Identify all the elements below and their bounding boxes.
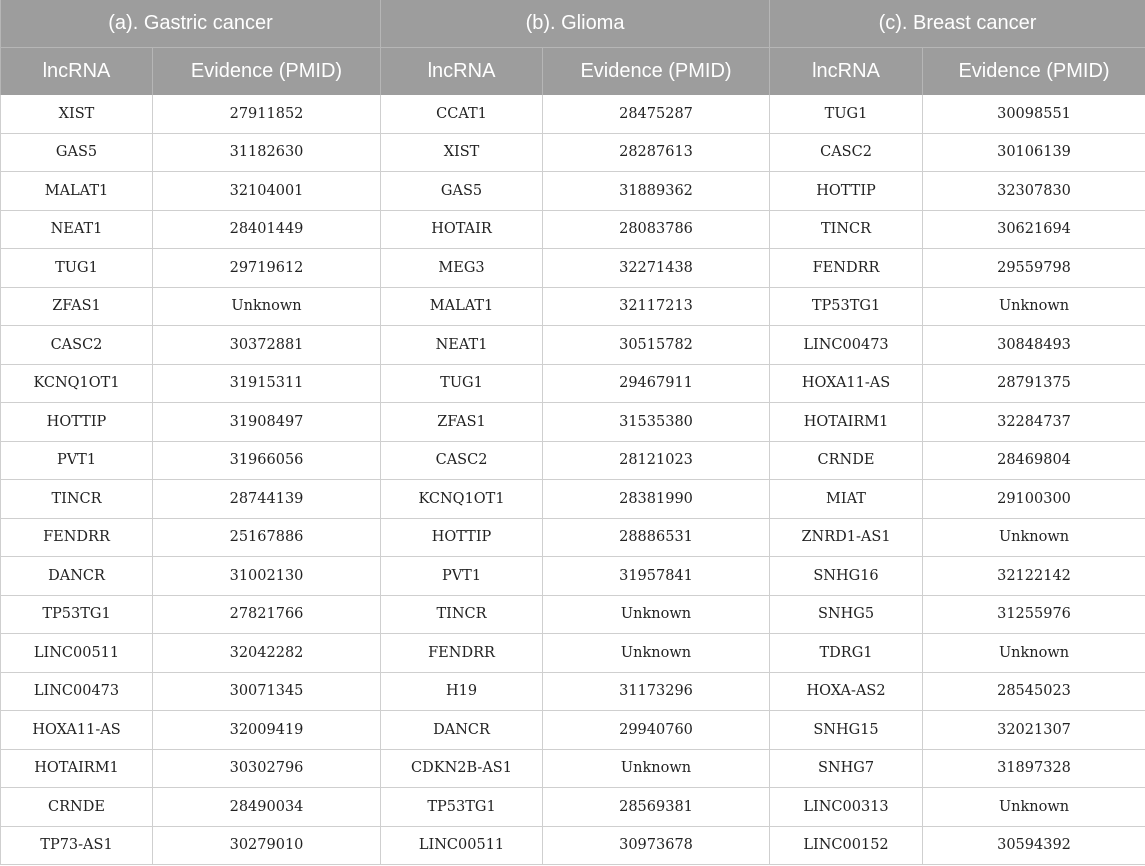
pmid-cell: 31889362	[543, 172, 770, 211]
lncrna-cell: MIAT	[770, 480, 923, 519]
pmid-cell: Unknown	[543, 634, 770, 673]
pmid-cell: 31908497	[153, 403, 381, 442]
pmid-cell: 30515782	[543, 326, 770, 365]
pmid-cell: 29719612	[153, 249, 381, 288]
column-header-lncrna: lncRNA	[381, 48, 543, 96]
pmid-cell: Unknown	[543, 749, 770, 788]
table-row	[1, 403, 1145, 442]
pmid-cell: 32284737	[923, 403, 1145, 442]
pmid-cell: 31535380	[543, 403, 770, 442]
table-row	[1, 518, 1145, 557]
lncrna-cell: ZNRD1-AS1	[770, 518, 923, 557]
pmid-cell: 32122142	[923, 557, 1145, 596]
lncrna-cell: TUG1	[381, 364, 543, 403]
pmid-cell: 30848493	[923, 326, 1145, 365]
pmid-cell: 30106139	[923, 133, 1145, 172]
pmid-cell: 28791375	[923, 364, 1145, 403]
table-row	[1, 326, 1145, 365]
lncrna-cell: DANCR	[1, 557, 153, 596]
pmid-cell: Unknown	[543, 595, 770, 634]
lncrna-cell: PVT1	[381, 557, 543, 596]
group-title-glioma: (b). Glioma	[381, 0, 770, 48]
pmid-cell: 32021307	[923, 711, 1145, 750]
pmid-cell: 32009419	[153, 711, 381, 750]
lncrna-cell: TINCR	[770, 210, 923, 249]
pmid-cell: 28475287	[543, 95, 770, 133]
lncrna-cell: SNHG5	[770, 595, 923, 634]
pmid-cell: Unknown	[923, 788, 1145, 827]
lncrna-cell: LINC00511	[381, 826, 543, 865]
lncrna-cell: PVT1	[1, 441, 153, 480]
pmid-cell: 32307830	[923, 172, 1145, 211]
pmid-cell: Unknown	[923, 518, 1145, 557]
lncrna-cell: HOTAIRM1	[1, 749, 153, 788]
lncrna-cell: HOTAIRM1	[770, 403, 923, 442]
group-header-row	[1, 0, 1145, 48]
pmid-cell: Unknown	[923, 287, 1145, 326]
lncrna-cell: TP53TG1	[381, 788, 543, 827]
lncrna-cell: TUG1	[770, 95, 923, 133]
table-row	[1, 672, 1145, 711]
lncrna-cell: HOTTIP	[381, 518, 543, 557]
pmid-cell: 30372881	[153, 326, 381, 365]
pmid-cell: 28401449	[153, 210, 381, 249]
table-row	[1, 133, 1145, 172]
pmid-cell: 30071345	[153, 672, 381, 711]
pmid-cell: 25167886	[153, 518, 381, 557]
lncrna-cell: MEG3	[381, 249, 543, 288]
lncrna-cell: H19	[381, 672, 543, 711]
lncrna-cell: HOTTIP	[1, 403, 153, 442]
column-header-row	[1, 48, 1145, 96]
lncrna-cell: ZFAS1	[381, 403, 543, 442]
table-row	[1, 441, 1145, 480]
table-row	[1, 557, 1145, 596]
pmid-cell: 31915311	[153, 364, 381, 403]
lncrna-cell: TINCR	[381, 595, 543, 634]
pmid-cell: 27911852	[153, 95, 381, 133]
table-row	[1, 826, 1145, 865]
pmid-cell: 31966056	[153, 441, 381, 480]
lncrna-cell: LINC00511	[1, 634, 153, 673]
pmid-cell: 30594392	[923, 826, 1145, 865]
table-row	[1, 364, 1145, 403]
lncrna-cell: LINC00473	[1, 672, 153, 711]
lncrna-cell: GAS5	[1, 133, 153, 172]
lncrna-cell: MALAT1	[1, 172, 153, 211]
lncrna-cell: CRNDE	[770, 441, 923, 480]
pmid-cell: 30621694	[923, 210, 1145, 249]
pmid-cell: 28469804	[923, 441, 1145, 480]
lncrna-cell: TUG1	[1, 249, 153, 288]
lncrna-cell: CASC2	[381, 441, 543, 480]
lncrna-cell: NEAT1	[381, 326, 543, 365]
column-header-evidence: Evidence (PMID)	[153, 48, 381, 96]
lncrna-cell: CDKN2B-AS1	[381, 749, 543, 788]
lncrna-cell: CRNDE	[1, 788, 153, 827]
pmid-cell: 32117213	[543, 287, 770, 326]
column-header-evidence: Evidence (PMID)	[543, 48, 770, 96]
lncrna-cell: CASC2	[770, 133, 923, 172]
lncrna-cell: NEAT1	[1, 210, 153, 249]
lncrna-cell: DANCR	[381, 711, 543, 750]
table-row	[1, 287, 1145, 326]
pmid-cell: 30973678	[543, 826, 770, 865]
lncrna-cell: KCNQ1OT1	[381, 480, 543, 519]
lncrna-cell: TP53TG1	[1, 595, 153, 634]
pmid-cell: 29467911	[543, 364, 770, 403]
table-row	[1, 595, 1145, 634]
table-row	[1, 711, 1145, 750]
lncrna-cell: TDRG1	[770, 634, 923, 673]
lncrna-cell: CCAT1	[381, 95, 543, 133]
pmid-cell: 28744139	[153, 480, 381, 519]
table-row	[1, 788, 1145, 827]
pmid-cell: 28886531	[543, 518, 770, 557]
table-row	[1, 210, 1145, 249]
lncrna-cell: TP73-AS1	[1, 826, 153, 865]
lncrna-cell: TINCR	[1, 480, 153, 519]
pmid-cell: 31182630	[153, 133, 381, 172]
lncrna-cell: FENDRR	[1, 518, 153, 557]
pmid-cell: 32042282	[153, 634, 381, 673]
lncrna-cell: XIST	[381, 133, 543, 172]
pmid-cell: 28287613	[543, 133, 770, 172]
pmid-cell: 28121023	[543, 441, 770, 480]
pmid-cell: 29940760	[543, 711, 770, 750]
pmid-cell: 28083786	[543, 210, 770, 249]
pmid-cell: 28381990	[543, 480, 770, 519]
pmid-cell: 28569381	[543, 788, 770, 827]
lncrna-cell: SNHG15	[770, 711, 923, 750]
lncrna-cell: HOXA-AS2	[770, 672, 923, 711]
pmid-cell: 32104001	[153, 172, 381, 211]
table-row	[1, 95, 1145, 133]
pmid-cell: 27821766	[153, 595, 381, 634]
pmid-cell: Unknown	[923, 634, 1145, 673]
pmid-cell: Unknown	[153, 287, 381, 326]
table-body	[1, 95, 1145, 865]
table-row	[1, 480, 1145, 519]
group-title-breast-cancer: (c). Breast cancer	[770, 0, 1145, 48]
pmid-cell: 28545023	[923, 672, 1145, 711]
lncrna-cell: LINC00313	[770, 788, 923, 827]
table-row	[1, 634, 1145, 673]
lncrna-cell: LINC00152	[770, 826, 923, 865]
pmid-cell: 31957841	[543, 557, 770, 596]
lncrna-cell: SNHG16	[770, 557, 923, 596]
column-header-lncrna: lncRNA	[770, 48, 923, 96]
pmid-cell: 29559798	[923, 249, 1145, 288]
lncrna-cell: GAS5	[381, 172, 543, 211]
lncrna-cell: HOXA11-AS	[1, 711, 153, 750]
lncrna-cell: LINC00473	[770, 326, 923, 365]
lncrna-cell: TP53TG1	[770, 287, 923, 326]
pmid-cell: 29100300	[923, 480, 1145, 519]
pmid-cell: 31002130	[153, 557, 381, 596]
pmid-cell: 32271438	[543, 249, 770, 288]
column-header-lncrna: lncRNA	[1, 48, 153, 96]
lncrna-cell: XIST	[1, 95, 153, 133]
lncrna-cell: SNHG7	[770, 749, 923, 788]
lncrna-cell: CASC2	[1, 326, 153, 365]
lncrna-cell: FENDRR	[381, 634, 543, 673]
pmid-cell: 31255976	[923, 595, 1145, 634]
lncrna-cell: KCNQ1OT1	[1, 364, 153, 403]
table-row	[1, 172, 1145, 211]
table-row	[1, 749, 1145, 788]
column-header-evidence: Evidence (PMID)	[923, 48, 1145, 96]
pmid-cell: 30098551	[923, 95, 1145, 133]
table-row	[1, 249, 1145, 288]
lncrna-cell: MALAT1	[381, 287, 543, 326]
pmid-cell: 30302796	[153, 749, 381, 788]
pmid-cell: 30279010	[153, 826, 381, 865]
lncrna-cell: ZFAS1	[1, 287, 153, 326]
lncrna-cell: HOXA11-AS	[770, 364, 923, 403]
lncrna-cell: HOTTIP	[770, 172, 923, 211]
pmid-cell: 28490034	[153, 788, 381, 827]
pmid-cell: 31897328	[923, 749, 1145, 788]
lncrna-cell: HOTAIR	[381, 210, 543, 249]
table-header	[1, 0, 1145, 95]
group-title-gastric-cancer: (a). Gastric cancer	[1, 0, 381, 48]
pmid-cell: 31173296	[543, 672, 770, 711]
lncrna-cell: FENDRR	[770, 249, 923, 288]
